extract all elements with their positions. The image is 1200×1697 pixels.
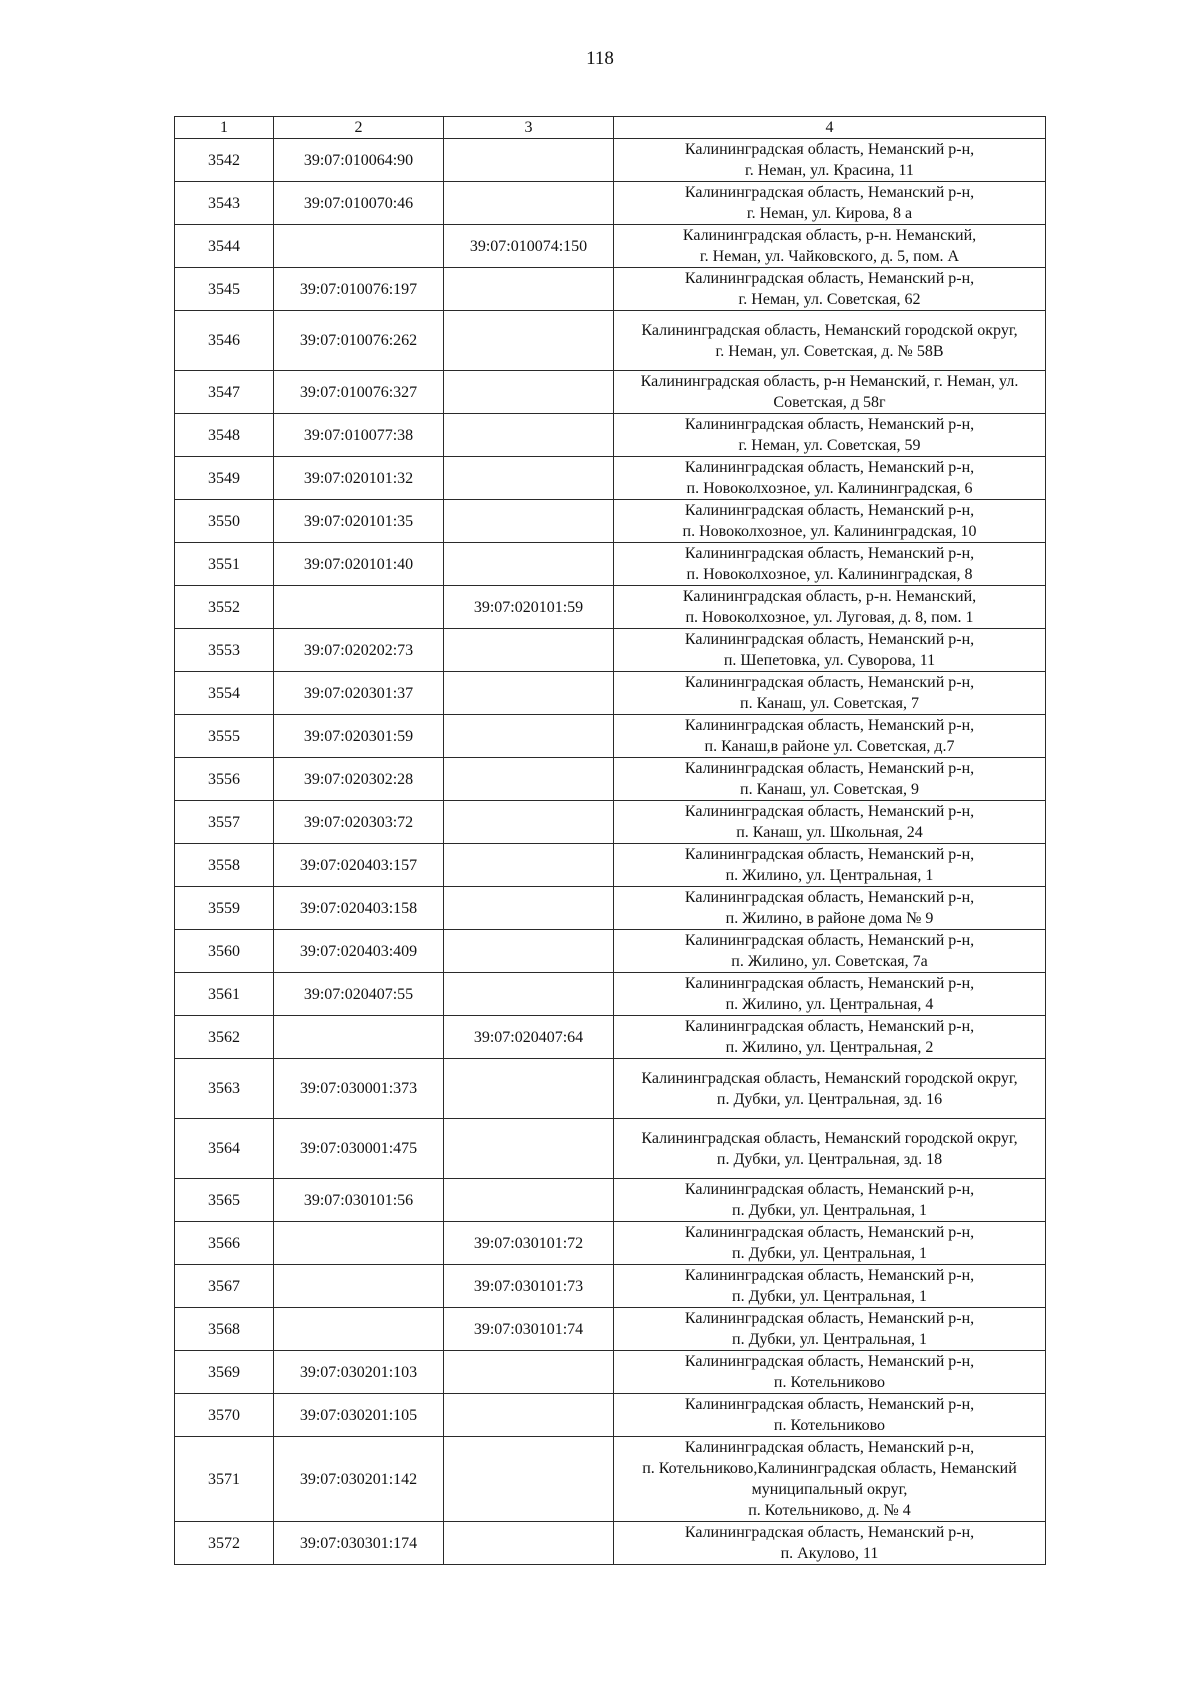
- address: Калининградская область, Неманский р-н, п. Котельниково: [614, 1351, 1046, 1394]
- column-header-1: 1: [175, 117, 274, 139]
- cadastral-number-col2: 39:07:030201:142: [274, 1437, 444, 1522]
- row-number: 3563: [175, 1059, 274, 1119]
- address: Калининградская область, Неманский городской округ, п. Дубки, ул. Центральная, зд. 18: [614, 1119, 1046, 1179]
- cadastral-number-col2: 39:07:020403:409: [274, 930, 444, 973]
- row-number: 3546: [175, 311, 274, 371]
- cadastral-number-col3: [444, 930, 614, 973]
- cadastral-number-col2: 39:07:020302:28: [274, 758, 444, 801]
- address: Калининградская область, Неманский р-н, п. Канаш, ул. Советская, 7: [614, 672, 1046, 715]
- row-number: 3542: [175, 139, 274, 182]
- cadastral-number-col2: 39:07:020403:158: [274, 887, 444, 930]
- row-number: 3572: [175, 1522, 274, 1565]
- address: Калининградская область, Неманский р-н, п. Канаш,в районе ул. Советская, д.7: [614, 715, 1046, 758]
- address: Калининградская область, Неманский р-н, п. Шепетовка, ул. Суворова, 11: [614, 629, 1046, 672]
- table-row: [175, 1394, 1046, 1437]
- cadastral-number-col3: 39:07:030101:74: [444, 1308, 614, 1351]
- row-number: 3567: [175, 1265, 274, 1308]
- cadastral-number-col3: [444, 1179, 614, 1222]
- address: Калининградская область, Неманский р-н, п. Жилино, ул. Центральная, 4: [614, 973, 1046, 1016]
- row-number: 3548: [175, 414, 274, 457]
- table-row: [175, 543, 1046, 586]
- address: Калининградская область, Неманский р-н, п. Канаш, ул. Советская, 9: [614, 758, 1046, 801]
- cadastral-number-col2: 39:07:030001:475: [274, 1119, 444, 1179]
- cadastral-number-col2: [274, 1265, 444, 1308]
- cadastral-number-col3: [444, 844, 614, 887]
- address: Калининградская область, Неманский р-н, п. Жилино, ул. Центральная, 2: [614, 1016, 1046, 1059]
- address: Калининградская область, Неманский р-н, п. Дубки, ул. Центральная, 1: [614, 1222, 1046, 1265]
- row-number: 3545: [175, 268, 274, 311]
- row-number: 3555: [175, 715, 274, 758]
- table-row: [175, 801, 1046, 844]
- address: Калининградская область, Неманский городской округ, г. Неман, ул. Советская, д. № 58В: [614, 311, 1046, 371]
- cadastral-number-col3: [444, 500, 614, 543]
- address: Калининградская область, Неманский р-н, п. Котельниково: [614, 1394, 1046, 1437]
- row-number: 3571: [175, 1437, 274, 1522]
- row-number: 3565: [175, 1179, 274, 1222]
- cadastral-number-col3: [444, 311, 614, 371]
- table-row: [175, 311, 1046, 371]
- row-number: 3543: [175, 182, 274, 225]
- table-row: [175, 672, 1046, 715]
- table-row: [175, 973, 1046, 1016]
- cadastral-number-col3: [444, 801, 614, 844]
- address: Калининградская область, р-н. Неманский, п. Новоколхозное, ул. Луговая, д. 8, пом. 1: [614, 586, 1046, 629]
- table-row: [175, 457, 1046, 500]
- cadastral-number-col2: 39:07:020407:55: [274, 973, 444, 1016]
- cadastral-number-col2: 39:07:020303:72: [274, 801, 444, 844]
- row-number: 3554: [175, 672, 274, 715]
- cadastral-number-col2: [274, 1016, 444, 1059]
- table-row: [175, 500, 1046, 543]
- table-row: [175, 1222, 1046, 1265]
- address: Калининградская область, Неманский р-н, п. Котельниково,Калининградская область, Неманский муниципальный округ, п. Котельниково, д. № 4: [614, 1437, 1046, 1522]
- row-number: 3557: [175, 801, 274, 844]
- table-row: [175, 139, 1046, 182]
- table-row: [175, 758, 1046, 801]
- row-number: 3570: [175, 1394, 274, 1437]
- row-number: 3562: [175, 1016, 274, 1059]
- cadastral-number-col2: 39:07:020301:37: [274, 672, 444, 715]
- address: Калининградская область, Неманский р-н, п. Дубки, ул. Центральная, 1: [614, 1265, 1046, 1308]
- address: Калининградская область, р-н Неманский, г. Неман, ул. Советская, д 58г: [614, 371, 1046, 414]
- cadastral-number-col2: 39:07:020101:40: [274, 543, 444, 586]
- address: Калининградская область, Неманский р-н, п. Жилино, ул. Советская, 7а: [614, 930, 1046, 973]
- cadastral-number-col2: 39:07:010064:90: [274, 139, 444, 182]
- column-header-4: 4: [614, 117, 1046, 139]
- address: Калининградская область, Неманский р-н, п. Дубки, ул. Центральная, 1: [614, 1308, 1046, 1351]
- cadastral-number-col2: 39:07:010077:38: [274, 414, 444, 457]
- address: Калининградская область, Неманский р-н, п. Новоколхозное, ул. Калининградская, 6: [614, 457, 1046, 500]
- address: Калининградская область, Неманский р-н, г. Неман, ул. Кирова, 8 а: [614, 182, 1046, 225]
- column-header-2: 2: [274, 117, 444, 139]
- cadastral-number-col3: [444, 1351, 614, 1394]
- cadastral-number-col3: [444, 715, 614, 758]
- cadastral-number-col2: 39:07:030101:56: [274, 1179, 444, 1222]
- cadastral-number-col3: [444, 1522, 614, 1565]
- row-number: 3569: [175, 1351, 274, 1394]
- cadastral-number-col3: [444, 139, 614, 182]
- cadastral-number-col3: 39:07:030101:73: [444, 1265, 614, 1308]
- cadastral-number-col2: 39:07:030001:373: [274, 1059, 444, 1119]
- address: Калининградская область, Неманский р-н, п. Дубки, ул. Центральная, 1: [614, 1179, 1046, 1222]
- cadastral-number-col3: 39:07:020407:64: [444, 1016, 614, 1059]
- row-number: 3561: [175, 973, 274, 1016]
- table-row: [175, 1119, 1046, 1179]
- cadastral-number-col2: 39:07:030301:174: [274, 1522, 444, 1565]
- row-number: 3551: [175, 543, 274, 586]
- row-number: 3564: [175, 1119, 274, 1179]
- cadastral-number-col2: 39:07:010076:262: [274, 311, 444, 371]
- cadastral-number-col2: 39:07:020101:35: [274, 500, 444, 543]
- address: Калининградская область, Неманский р-н, п. Новоколхозное, ул. Калининградская, 10: [614, 500, 1046, 543]
- address: Калининградская область, Неманский городской округ, п. Дубки, ул. Центральная, зд. 16: [614, 1059, 1046, 1119]
- cadastral-number-col2: [274, 225, 444, 268]
- register-table: [174, 116, 1046, 1565]
- table-row: [175, 182, 1046, 225]
- cadastral-number-col2: [274, 1308, 444, 1351]
- address: Калининградская область, Неманский р-н, п. Жилино, в районе дома № 9: [614, 887, 1046, 930]
- table-row: [175, 1522, 1046, 1565]
- cadastral-number-col2: 39:07:010070:46: [274, 182, 444, 225]
- address: Калининградская область, Неманский р-н, п. Новоколхозное, ул. Калининградская, 8: [614, 543, 1046, 586]
- row-number: 3566: [175, 1222, 274, 1265]
- row-number: 3549: [175, 457, 274, 500]
- table-row: [175, 1265, 1046, 1308]
- header-row: [175, 117, 1046, 139]
- cadastral-number-col2: 39:07:020301:59: [274, 715, 444, 758]
- row-number: 3568: [175, 1308, 274, 1351]
- cadastral-number-col3: 39:07:020101:59: [444, 586, 614, 629]
- table-row: [175, 414, 1046, 457]
- table-row: [175, 844, 1046, 887]
- address: Калининградская область, р-н. Неманский, г. Неман, ул. Чайковского, д. 5, пом. А: [614, 225, 1046, 268]
- address: Калининградская область, Неманский р-н, г. Неман, ул. Советская, 59: [614, 414, 1046, 457]
- column-header-3: 3: [444, 117, 614, 139]
- row-number: 3544: [175, 225, 274, 268]
- table-row: [175, 1016, 1046, 1059]
- cadastral-number-col2: 39:07:020403:157: [274, 844, 444, 887]
- table-row: [175, 1059, 1046, 1119]
- cadastral-number-col2: 39:07:010076:327: [274, 371, 444, 414]
- cadastral-number-col3: [444, 758, 614, 801]
- table-row: [175, 715, 1046, 758]
- table-row: [175, 1179, 1046, 1222]
- cadastral-number-col3: [444, 629, 614, 672]
- cadastral-number-col3: 39:07:030101:72: [444, 1222, 614, 1265]
- table-row: [175, 1351, 1046, 1394]
- cadastral-number-col3: [444, 887, 614, 930]
- row-number: 3552: [175, 586, 274, 629]
- cadastral-number-col3: [444, 1119, 614, 1179]
- cadastral-number-col3: [444, 182, 614, 225]
- cadastral-number-col2: 39:07:030201:105: [274, 1394, 444, 1437]
- cadastral-number-col3: [444, 1059, 614, 1119]
- table-row: [175, 887, 1046, 930]
- row-number: 3560: [175, 930, 274, 973]
- address: Калининградская область, Неманский р-н, г. Неман, ул. Красина, 11: [614, 139, 1046, 182]
- address: Калининградская область, Неманский р-н, п. Акулово, 11: [614, 1522, 1046, 1565]
- cadastral-number-col3: [444, 1394, 614, 1437]
- cadastral-number-col3: [444, 414, 614, 457]
- table-row: [175, 586, 1046, 629]
- cadastral-number-col2: 39:07:020101:32: [274, 457, 444, 500]
- cadastral-number-col3: 39:07:010074:150: [444, 225, 614, 268]
- table-row: [175, 268, 1046, 311]
- row-number: 3556: [175, 758, 274, 801]
- cadastral-number-col3: [444, 973, 614, 1016]
- address: Калининградская область, Неманский р-н, п. Канаш, ул. Школьная, 24: [614, 801, 1046, 844]
- row-number: 3559: [175, 887, 274, 930]
- cadastral-number-col2: [274, 586, 444, 629]
- table-row: [175, 225, 1046, 268]
- table-row: [175, 1308, 1046, 1351]
- table-row: [175, 371, 1046, 414]
- cadastral-number-col3: [444, 672, 614, 715]
- cadastral-number-col3: [444, 371, 614, 414]
- row-number: 3558: [175, 844, 274, 887]
- cadastral-number-col3: [444, 1437, 614, 1522]
- row-number: 3553: [175, 629, 274, 672]
- address: Калининградская область, Неманский р-н, п. Жилино, ул. Центральная, 1: [614, 844, 1046, 887]
- cadastral-number-col3: [444, 457, 614, 500]
- cadastral-number-col2: 39:07:020202:73: [274, 629, 444, 672]
- cadastral-number-col2: 39:07:030201:103: [274, 1351, 444, 1394]
- cadastral-number-col2: [274, 1222, 444, 1265]
- address: Калининградская область, Неманский р-н, г. Неман, ул. Советская, 62: [614, 268, 1046, 311]
- table-row: [175, 1437, 1046, 1522]
- table-row: [175, 629, 1046, 672]
- cadastral-number-col2: 39:07:010076:197: [274, 268, 444, 311]
- cadastral-number-col3: [444, 543, 614, 586]
- page-number: 118: [586, 48, 614, 69]
- row-number: 3547: [175, 371, 274, 414]
- table-row: [175, 930, 1046, 973]
- row-number: 3550: [175, 500, 274, 543]
- cadastral-number-col3: [444, 268, 614, 311]
